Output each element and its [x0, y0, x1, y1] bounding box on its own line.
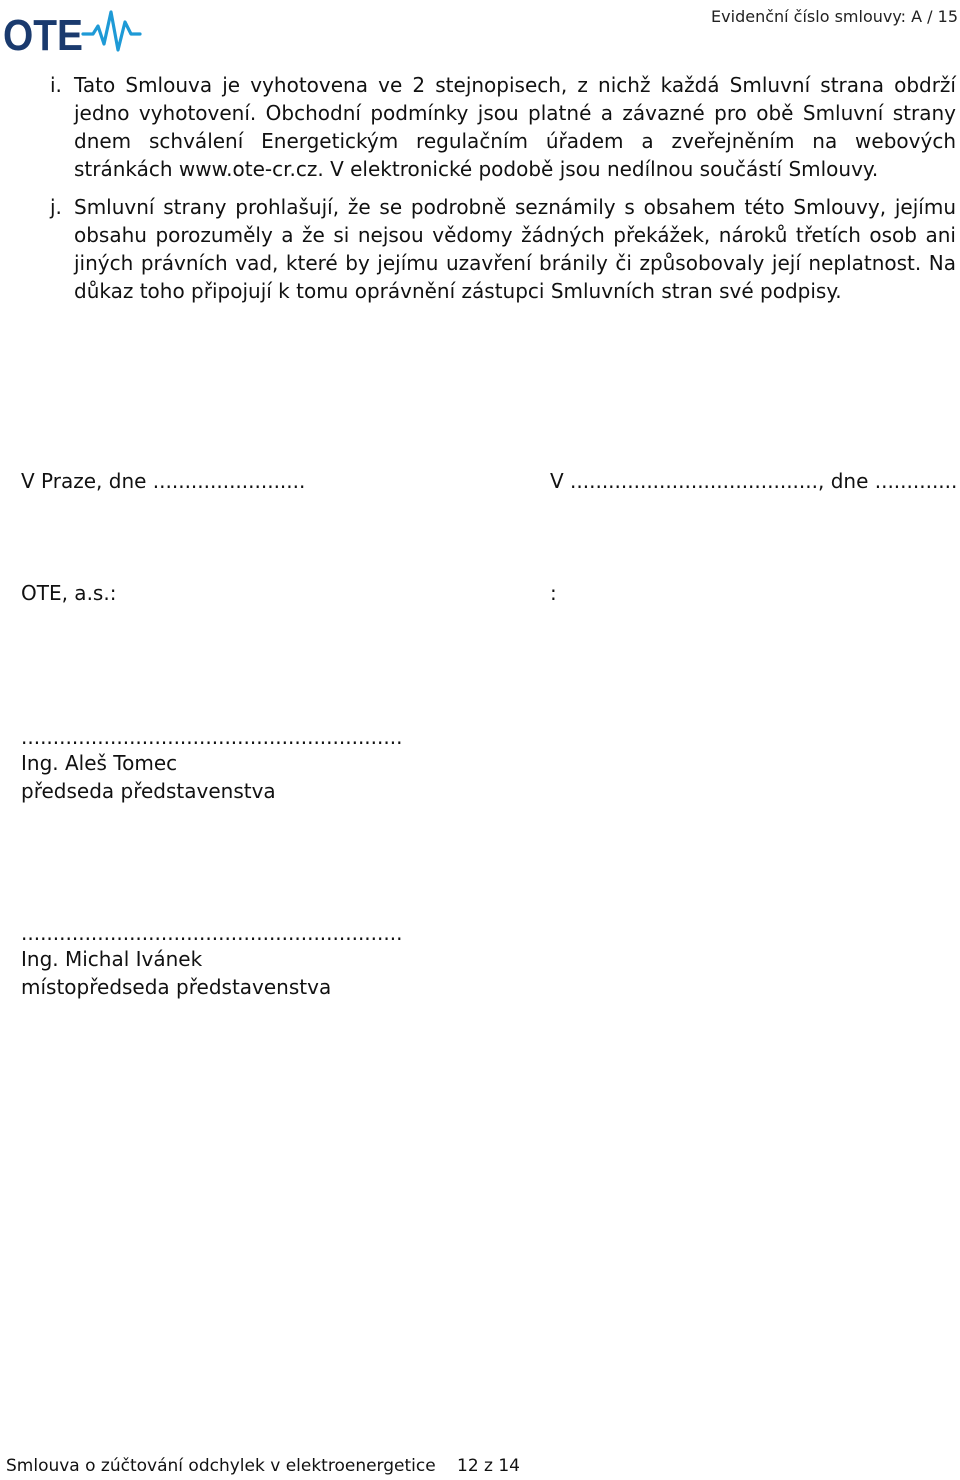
ote-logo	[3, 8, 143, 54]
paragraph-i	[50, 71, 956, 183]
left-place-date: V Praze, dne ........................	[21, 469, 306, 493]
signatory-title: předseda představenstva	[21, 779, 276, 803]
right-party-label: :	[550, 581, 557, 605]
paragraph-text: Smluvní strany prohlašují, že se podrobně seznámily s obsahem této Smlouvy, jejímu obsahu porozuměly a že si nejsou vědomy žádných překážek, nároků třetích osob ani jiných právních vad, které by jejímu uzavření bránily či způsobovaly její neplatnost. Na důkaz toho připojují k tomu oprávnění zástupci Smluvních stran své podpisy.	[74, 195, 956, 303]
signatory-title: místopředseda představenstva	[21, 975, 332, 999]
contract-reference: Evidenční číslo smlouvy: A / 15	[711, 7, 958, 26]
signature-line: ............................................................	[21, 921, 403, 945]
signature-line: ............................................................	[21, 725, 403, 749]
paragraph-text: Tato Smlouva je vyhotovena ve 2 stejnopisech, z nichž každá Smluvní strana obdrží jedno vyhotovení. Obchodní podmínky jsou platné a závazné pro obě Smluvní strany dnem schválení Energetickým regulačním úřadem a zveřejněním na webových stránkách www.ote-cr.cz. V elektronické podobě jsou nedílnou součástí Smlouvy.	[74, 73, 956, 181]
paragraph-marker: i.	[50, 73, 62, 97]
logo-text: OTE	[3, 11, 83, 54]
paragraph-j	[50, 193, 956, 305]
footer-document-title: Smlouva o zúčtování odchylek v elektroenergetice	[6, 1456, 436, 1476]
right-place-date: V ......................................., dne .............	[550, 469, 958, 493]
left-party-label: OTE, a.s.:	[21, 581, 117, 605]
paragraph-marker: j.	[50, 195, 62, 219]
signatory-name: Ing. Michal Ivánek	[21, 947, 203, 971]
footer-page-number: 12 z 14	[457, 1456, 520, 1476]
wave-icon	[83, 12, 140, 50]
ote-logo-graphic	[3, 8, 143, 54]
signatory-name: Ing. Aleš Tomec	[21, 751, 178, 775]
